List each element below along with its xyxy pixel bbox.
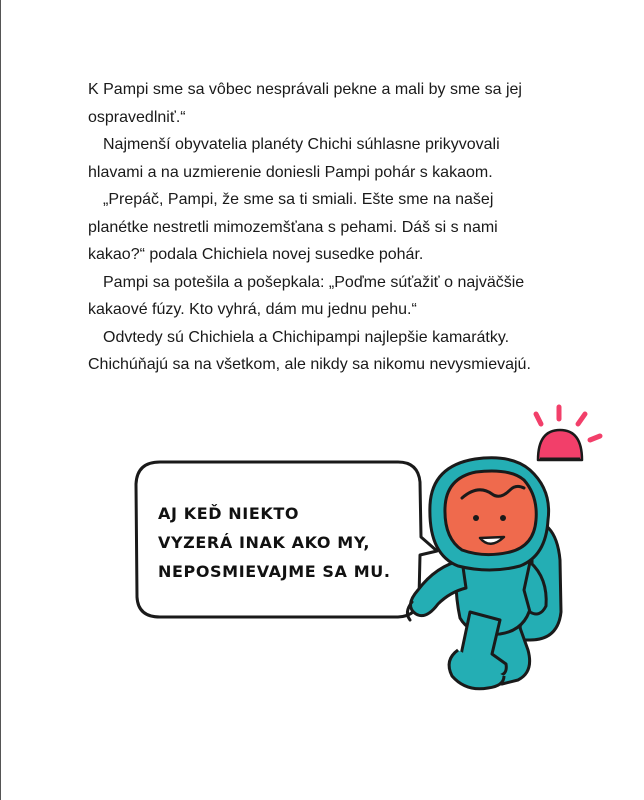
speech-bubble-text [158, 499, 418, 586]
left-eye [473, 515, 479, 521]
right-eye [500, 515, 506, 521]
story-paragraph: Najmenší obyvatelia planéty Chichi súhlasne prikyvovali hlavami a na uzmierenie doniesli Pampi pohár s kakaom. [88, 136, 500, 181]
story-paragraph: Pampi sa potešila a pošepkala: „Poďme súťažiť o najväčšie kakaové fúzy. Kto vyhrá, dám mu jednu pehu.“ [88, 273, 525, 318]
speech-line: NEPOSMIEVAJME SA MU. [158, 562, 391, 581]
speech-line: VYZERÁ INAK AKO MY, [158, 533, 371, 552]
story-paragraph: K Pampi sme sa vôbec nesprávali pekne a mali by sme sa jej ospravedlniť.“ [88, 81, 522, 126]
speech-line: AJ KEĎ NIEKTO [158, 504, 300, 523]
story-paragraph: Odvtedy sú Chichiela a Chichipampi najlepšie kamarátky. Chichúňajú sa na všetkom, ale nikdy sa nikomu nevysmievajú. [88, 328, 531, 373]
story-paragraph: „Prepáč, Pampi, že sme sa ti smiali. Ešte sme na našej planétke nestretli mimozemšťana s pehami. Dáš si s nami kakao?“ podala Chichiela novej susedke pohár. [88, 191, 498, 263]
beacon-icon [538, 430, 582, 460]
